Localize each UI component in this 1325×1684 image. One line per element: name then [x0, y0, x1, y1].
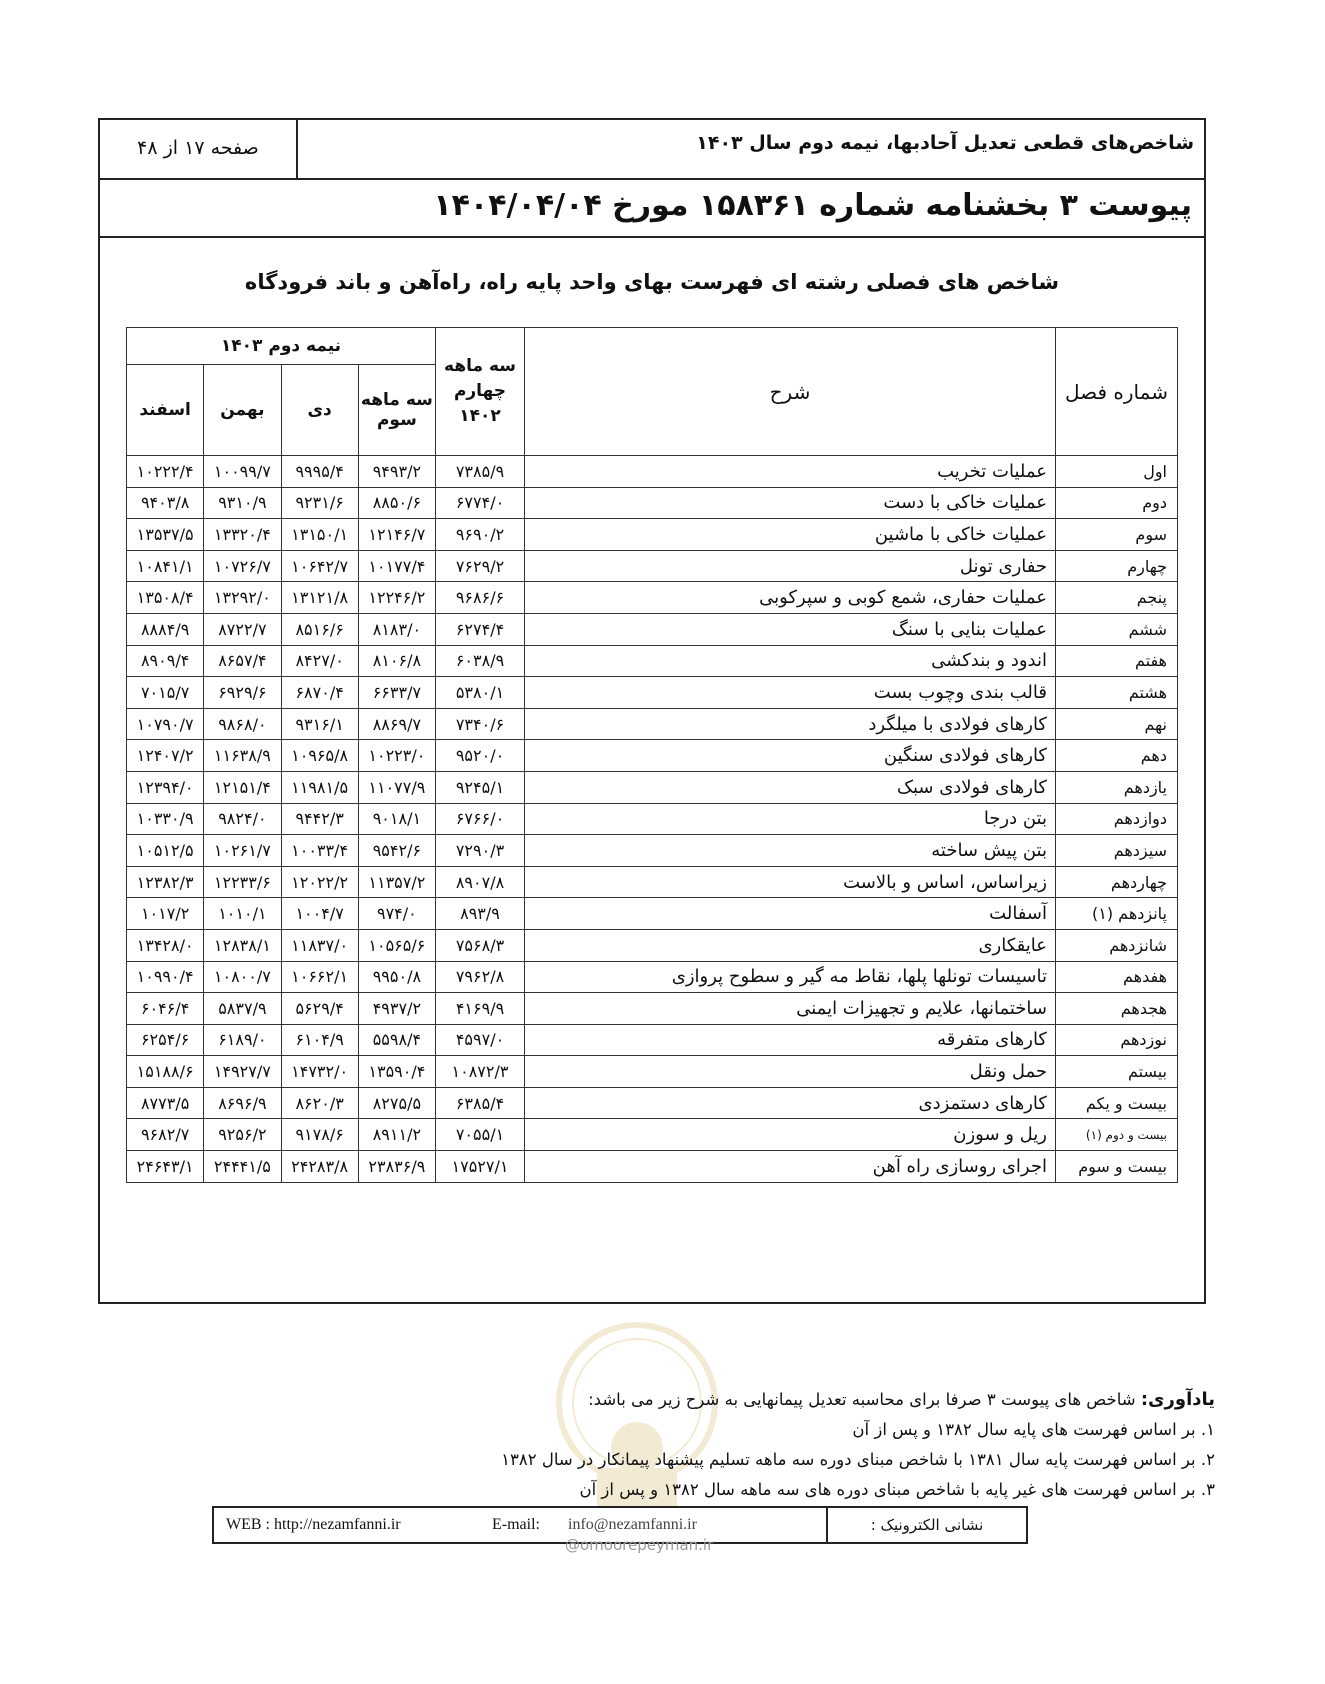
- q4-1402-cell: ۶۰۳۸/۹: [436, 645, 525, 677]
- description-cell: ریل و سوزن: [525, 1119, 1056, 1151]
- esfand-cell: ۱۰۱۷/۲: [127, 898, 204, 930]
- q3-1403-cell: ۱۰۵۶۵/۶: [358, 929, 435, 961]
- dey-cell: ۱۳۱۵۰/۱: [281, 519, 358, 551]
- bahman-cell: ۹۸۶۸/۰: [204, 708, 281, 740]
- col-esfand: اسفند: [127, 365, 204, 456]
- chapter-number-cell: ششم: [1056, 613, 1178, 645]
- chapter-number-cell: پنجم: [1056, 582, 1178, 614]
- reminder-text: شاخص های پیوست ۳ صرفا برای محاسبه تعدیل پیمانهایی به شرح زیر می باشد:: [588, 1390, 1136, 1409]
- description-cell: بتن درجا: [525, 803, 1056, 835]
- q4-1402-cell: ۸۹۰۷/۸: [436, 866, 525, 898]
- table-row: [127, 993, 1178, 1025]
- table-row: [127, 961, 1178, 993]
- esfand-cell: ۶۲۵۴/۶: [127, 1024, 204, 1056]
- bahman-cell: ۱۱۶۳۸/۹: [204, 740, 281, 772]
- table-row: [127, 835, 1178, 867]
- q4-1402-cell: ۱۷۵۲۷/۱: [436, 1151, 525, 1183]
- bahman-cell: ۶۹۲۹/۶: [204, 677, 281, 709]
- bahman-cell: ۹۳۱۰/۹: [204, 487, 281, 519]
- dey-cell: ۶۸۷۰/۴: [281, 677, 358, 709]
- esfand-cell: ۱۲۴۰۷/۲: [127, 740, 204, 772]
- footer-email-label: E-mail:: [492, 1516, 540, 1533]
- q3-1403-cell: ۱۲۲۴۶/۲: [358, 582, 435, 614]
- dey-cell: ۱۰۰۴/۷: [281, 898, 358, 930]
- esfand-cell: ۲۴۶۴۳/۱: [127, 1151, 204, 1183]
- col-group-second-half-1403: نیمه دوم ۱۴۰۳: [127, 328, 436, 365]
- q3-1403-cell: ۸۲۷۵/۵: [358, 1087, 435, 1119]
- table-row: [127, 866, 1178, 898]
- watermark-text: @omoorepeyman.ir: [565, 1536, 714, 1554]
- description-cell: کارهای فولادی سنگین: [525, 740, 1056, 772]
- q4-1402-cell: ۷۳۸۵/۹: [436, 456, 525, 488]
- q4-1402-cell: ۷۶۲۹/۲: [436, 550, 525, 582]
- header-row: [100, 120, 1204, 180]
- dey-cell: ۱۲۰۲۲/۲: [281, 866, 358, 898]
- table-row: [127, 740, 1178, 772]
- chapter-number-cell: اول: [1056, 456, 1178, 488]
- chapter-number-cell: هشتم: [1056, 677, 1178, 709]
- col-dey: دی: [281, 365, 358, 456]
- table-row: [127, 1151, 1178, 1183]
- chapter-number-cell: هفتم: [1056, 645, 1178, 677]
- bahman-cell: ۹۸۲۴/۰: [204, 803, 281, 835]
- description-cell: اجرای روسازی راه آهن: [525, 1151, 1056, 1183]
- bahman-cell: ۸۷۲۲/۷: [204, 613, 281, 645]
- dey-cell: ۹۴۴۲/۳: [281, 803, 358, 835]
- q4-1402-cell: ۹۶۹۰/۲: [436, 519, 525, 551]
- q3-1403-cell: ۹۰۱۸/۱: [358, 803, 435, 835]
- esfand-cell: ۸۹۰۹/۴: [127, 645, 204, 677]
- chapter-number-cell: بیستم: [1056, 1056, 1178, 1088]
- description-cell: عملیات تخریب: [525, 456, 1056, 488]
- bahman-cell: ۸۶۹۶/۹: [204, 1087, 281, 1119]
- bahman-cell: ۵۸۳۷/۹: [204, 993, 281, 1025]
- q3-1403-cell: ۱۱۰۷۷/۹: [358, 771, 435, 803]
- esfand-cell: ۸۸۸۴/۹: [127, 613, 204, 645]
- col-q4-line1: سه ماهه: [444, 356, 516, 376]
- q3-1403-cell: ۸۱۸۳/۰: [358, 613, 435, 645]
- bahman-cell: ۱۲۸۳۸/۱: [204, 929, 281, 961]
- q3-1403-cell: ۸۸۶۹/۷: [358, 708, 435, 740]
- description-cell: زیراساس، اساس و بالاست: [525, 866, 1056, 898]
- esfand-cell: ۱۵۱۸۸/۶: [127, 1056, 204, 1088]
- table-row: [127, 582, 1178, 614]
- chapter-number-cell: بیست و دوم (۱): [1056, 1119, 1178, 1151]
- bahman-cell: ۱۲۲۳۳/۶: [204, 866, 281, 898]
- dey-cell: ۱۰۰۳۳/۴: [281, 835, 358, 867]
- chapter-number-cell: دهم: [1056, 740, 1178, 772]
- description-cell: کارهای دستمزدی: [525, 1087, 1056, 1119]
- chapter-number-cell: بیست و یکم: [1056, 1087, 1178, 1119]
- col-chapter-number: شماره فصل: [1056, 328, 1178, 456]
- chapter-number-cell: سوم: [1056, 519, 1178, 551]
- dey-cell: ۱۰۶۴۲/۷: [281, 550, 358, 582]
- table-row: [127, 708, 1178, 740]
- col-q4-1402: [436, 328, 525, 456]
- q3-1403-cell: ۹۵۴۲/۶: [358, 835, 435, 867]
- chapter-number-cell: شانزدهم: [1056, 929, 1178, 961]
- dey-cell: ۶۱۰۴/۹: [281, 1024, 358, 1056]
- description-cell: بتن پیش ساخته: [525, 835, 1056, 867]
- table-row: [127, 487, 1178, 519]
- appendix-header: [100, 180, 1204, 238]
- chapter-number-cell: سیزدهم: [1056, 835, 1178, 867]
- description-cell: عملیات خاکی با ماشین: [525, 519, 1056, 551]
- dey-cell: ۱۴۷۳۲/۰: [281, 1056, 358, 1088]
- dey-cell: ۹۳۱۶/۱: [281, 708, 358, 740]
- bahman-cell: ۲۴۴۴۱/۵: [204, 1151, 281, 1183]
- description-cell: عملیات خاکی با دست: [525, 487, 1056, 519]
- q3-1403-cell: ۴۹۳۷/۲: [358, 993, 435, 1025]
- esfand-cell: ۷۰۱۵/۷: [127, 677, 204, 709]
- reminder-section: [395, 1385, 1215, 1505]
- description-cell: تاسیسات تونلها پلها، نقاط مه گیر و سطوح پروازی: [525, 961, 1056, 993]
- chapter-number-cell: نوزدهم: [1056, 1024, 1178, 1056]
- table-row: [127, 771, 1178, 803]
- bahman-cell: ۱۳۲۹۲/۰: [204, 582, 281, 614]
- esfand-cell: ۱۰۷۹۰/۷: [127, 708, 204, 740]
- q4-1402-cell: ۶۲۷۴/۴: [436, 613, 525, 645]
- q4-1402-cell: ۴۱۶۹/۹: [436, 993, 525, 1025]
- col-q3: [358, 365, 435, 456]
- esfand-cell: ۱۳۴۲۸/۰: [127, 929, 204, 961]
- dey-cell: ۹۱۷۸/۶: [281, 1119, 358, 1151]
- table-row: [127, 1056, 1178, 1088]
- table-row: [127, 613, 1178, 645]
- description-cell: کارهای متفرقه: [525, 1024, 1056, 1056]
- reminder-item-3: ۳. بر اساس فهرست های غیر پایه با شاخص مبنای دوره های سه ماهه سال ۱۳۸۲ و پس از آن: [579, 1480, 1215, 1499]
- esfand-cell: ۱۰۹۹۰/۴: [127, 961, 204, 993]
- q4-1402-cell: ۷۵۶۸/۳: [436, 929, 525, 961]
- col-q3-line2: سوم: [376, 410, 417, 430]
- document-title: شاخص‌های قطعی تعدیل آحادبها، نیمه دوم سال ۱۴۰۳: [696, 132, 1194, 154]
- table-row: [127, 929, 1178, 961]
- q4-1402-cell: ۹۶۸۶/۶: [436, 582, 525, 614]
- q4-1402-cell: ۷۹۶۲/۸: [436, 961, 525, 993]
- table-row: [127, 550, 1178, 582]
- esfand-cell: ۸۷۷۳/۵: [127, 1087, 204, 1119]
- dey-cell: ۱۱۹۸۱/۵: [281, 771, 358, 803]
- appendix-title: پیوست ۳ بخشنامه شماره ۱۵۸۳۶۱ مورخ ۱۴۰۴/۰۴/۰۴: [433, 188, 1192, 223]
- table-row: [127, 677, 1178, 709]
- q3-1403-cell: ۹۷۴/۰: [358, 898, 435, 930]
- dey-cell: ۸۶۲۰/۳: [281, 1087, 358, 1119]
- q3-1403-cell: ۸۱۰۶/۸: [358, 645, 435, 677]
- q3-1403-cell: ۶۶۳۳/۷: [358, 677, 435, 709]
- chapter-number-cell: دوازدهم: [1056, 803, 1178, 835]
- esfand-cell: ۱۰۵۱۲/۵: [127, 835, 204, 867]
- chapter-number-cell: چهارم: [1056, 550, 1178, 582]
- footer-address-label: نشانی الکترونیک :: [826, 1508, 1026, 1542]
- q4-1402-cell: ۱۰۸۷۲/۳: [436, 1056, 525, 1088]
- dey-cell: ۱۳۱۲۱/۸: [281, 582, 358, 614]
- chapter-number-cell: یازدهم: [1056, 771, 1178, 803]
- description-cell: کارهای فولادی با میلگرد: [525, 708, 1056, 740]
- reminder-item-1: ۱. بر اساس فهرست های پایه سال ۱۳۸۲ و پس از آن: [852, 1420, 1215, 1439]
- q3-1403-cell: ۵۵۹۸/۴: [358, 1024, 435, 1056]
- description-cell: ساختمانها، علایم و تجهیزات ایمنی: [525, 993, 1056, 1025]
- dey-cell: ۹۲۳۱/۶: [281, 487, 358, 519]
- bahman-cell: ۱۳۳۲۰/۴: [204, 519, 281, 551]
- dey-cell: ۱۰۹۶۵/۸: [281, 740, 358, 772]
- q4-1402-cell: ۶۳۸۵/۴: [436, 1087, 525, 1119]
- table-row: [127, 803, 1178, 835]
- q3-1403-cell: ۸۹۱۱/۲: [358, 1119, 435, 1151]
- esfand-cell: ۱۰۳۳۰/۹: [127, 803, 204, 835]
- reminder-item-2: ۲. بر اساس فهرست پایه سال ۱۳۸۱ با شاخص مبنای دوره سه ماهه تسلیم پیشنهاد پیمانکار در سال ۱۳۸۲: [501, 1450, 1215, 1469]
- table-row: [127, 1087, 1178, 1119]
- col-q3-line1: سه ماهه: [360, 390, 433, 410]
- dey-cell: ۵۶۲۹/۴: [281, 993, 358, 1025]
- col-bahman: بهمن: [204, 365, 281, 456]
- esfand-cell: ۹۶۸۲/۷: [127, 1119, 204, 1151]
- q4-1402-cell: ۷۳۴۰/۶: [436, 708, 525, 740]
- esfand-cell: ۹۴۰۳/۸: [127, 487, 204, 519]
- q3-1403-cell: ۱۰۱۷۷/۴: [358, 550, 435, 582]
- dey-cell: ۱۱۸۳۷/۰: [281, 929, 358, 961]
- esfand-cell: ۶۰۴۶/۴: [127, 993, 204, 1025]
- q3-1403-cell: ۱۱۳۵۷/۲: [358, 866, 435, 898]
- chapter-number-cell: هجدهم: [1056, 993, 1178, 1025]
- dey-cell: ۱۰۶۶۲/۱: [281, 961, 358, 993]
- q4-1402-cell: ۹۲۴۵/۱: [436, 771, 525, 803]
- description-cell: قالب بندی وچوب بست: [525, 677, 1056, 709]
- table-row: [127, 898, 1178, 930]
- dey-cell: ۸۵۱۶/۶: [281, 613, 358, 645]
- q4-1402-cell: ۵۳۸۰/۱: [436, 677, 525, 709]
- bahman-cell: ۱۰۰۹۹/۷: [204, 456, 281, 488]
- page-number: صفحه ۱۷ از ۴۸: [100, 120, 298, 178]
- esfand-cell: ۱۰۲۲۲/۴: [127, 456, 204, 488]
- description-cell: حفاری تونل: [525, 550, 1056, 582]
- esfand-cell: ۱۳۵۰۸/۴: [127, 582, 204, 614]
- chapter-number-cell: چهاردهم: [1056, 866, 1178, 898]
- footer-email[interactable]: info@nezamfanni.ir: [568, 1516, 697, 1533]
- bahman-cell: ۸۶۵۷/۴: [204, 645, 281, 677]
- q4-1402-cell: ۷۰۵۵/۱: [436, 1119, 525, 1151]
- esfand-cell: ۱۰۸۴۱/۱: [127, 550, 204, 582]
- bahman-cell: ۱۰۷۲۶/۷: [204, 550, 281, 582]
- description-cell: عملیات بنایی با سنگ: [525, 613, 1056, 645]
- bahman-cell: ۹۲۵۶/۲: [204, 1119, 281, 1151]
- chapter-number-cell: نهم: [1056, 708, 1178, 740]
- table-row: [127, 1024, 1178, 1056]
- dey-cell: ۹۹۹۵/۴: [281, 456, 358, 488]
- description-cell: کارهای فولادی سبک: [525, 771, 1056, 803]
- table-row: [127, 1119, 1178, 1151]
- page-frame: [98, 118, 1206, 1304]
- esfand-cell: ۱۳۵۳۷/۵: [127, 519, 204, 551]
- table-title: شاخص های فصلی رشته ای فهرست بهای واحد پایه راه، راه‌آهن و باند فرودگاه: [244, 270, 1060, 294]
- footer-web[interactable]: WEB : http://nezamfanni.ir: [226, 1516, 401, 1533]
- reminder-label: یادآوری:: [1140, 1389, 1215, 1410]
- description-cell: عملیات حفاری، شمع کوبی و سپرکوبی: [525, 582, 1056, 614]
- description-cell: آسفالت: [525, 898, 1056, 930]
- table-row: [127, 456, 1178, 488]
- bahman-cell: ۱۴۹۲۷/۷: [204, 1056, 281, 1088]
- q3-1403-cell: ۹۴۹۳/۲: [358, 456, 435, 488]
- table-row: [127, 645, 1178, 677]
- chapter-number-cell: بیست و سوم: [1056, 1151, 1178, 1183]
- dey-cell: ۲۴۲۸۳/۸: [281, 1151, 358, 1183]
- bahman-cell: ۱۰۸۰۰/۷: [204, 961, 281, 993]
- bahman-cell: ۱۰۲۶۱/۷: [204, 835, 281, 867]
- q4-1402-cell: ۸۹۳/۹: [436, 898, 525, 930]
- chapter-number-cell: پانزدهم (۱): [1056, 898, 1178, 930]
- col-q4-line2: چهارم: [453, 381, 507, 401]
- q4-1402-cell: ۶۷۶۶/۰: [436, 803, 525, 835]
- col-description: شرح: [525, 328, 1056, 456]
- description-cell: اندود و بندکشی: [525, 645, 1056, 677]
- dey-cell: ۸۴۲۷/۰: [281, 645, 358, 677]
- q3-1403-cell: ۱۲۱۴۶/۷: [358, 519, 435, 551]
- q4-1402-cell: ۴۵۹۷/۰: [436, 1024, 525, 1056]
- q4-1402-cell: ۶۷۷۴/۰: [436, 487, 525, 519]
- bahman-cell: ۱۲۱۵۱/۴: [204, 771, 281, 803]
- esfand-cell: ۱۲۳۹۴/۰: [127, 771, 204, 803]
- chapter-number-cell: دوم: [1056, 487, 1178, 519]
- index-table: [126, 327, 1178, 1183]
- q4-1402-cell: ۹۵۲۰/۰: [436, 740, 525, 772]
- q3-1403-cell: ۱۳۵۹۰/۴: [358, 1056, 435, 1088]
- q3-1403-cell: ۸۸۵۰/۶: [358, 487, 435, 519]
- bahman-cell: ۱۰۱۰/۱: [204, 898, 281, 930]
- bahman-cell: ۶۱۸۹/۰: [204, 1024, 281, 1056]
- q4-1402-cell: ۷۲۹۰/۳: [436, 835, 525, 867]
- col-q4-line3: ۱۴۰۲: [459, 406, 501, 426]
- esfand-cell: ۱۲۳۸۲/۳: [127, 866, 204, 898]
- q3-1403-cell: ۹۹۵۰/۸: [358, 961, 435, 993]
- table-row: [127, 519, 1178, 551]
- q3-1403-cell: ۲۳۸۳۶/۹: [358, 1151, 435, 1183]
- description-cell: حمل ونقل: [525, 1056, 1056, 1088]
- reminder-intro: [395, 1385, 1215, 1415]
- description-cell: عایقکاری: [525, 929, 1056, 961]
- chapter-number-cell: هفدهم: [1056, 961, 1178, 993]
- q3-1403-cell: ۱۰۲۲۳/۰: [358, 740, 435, 772]
